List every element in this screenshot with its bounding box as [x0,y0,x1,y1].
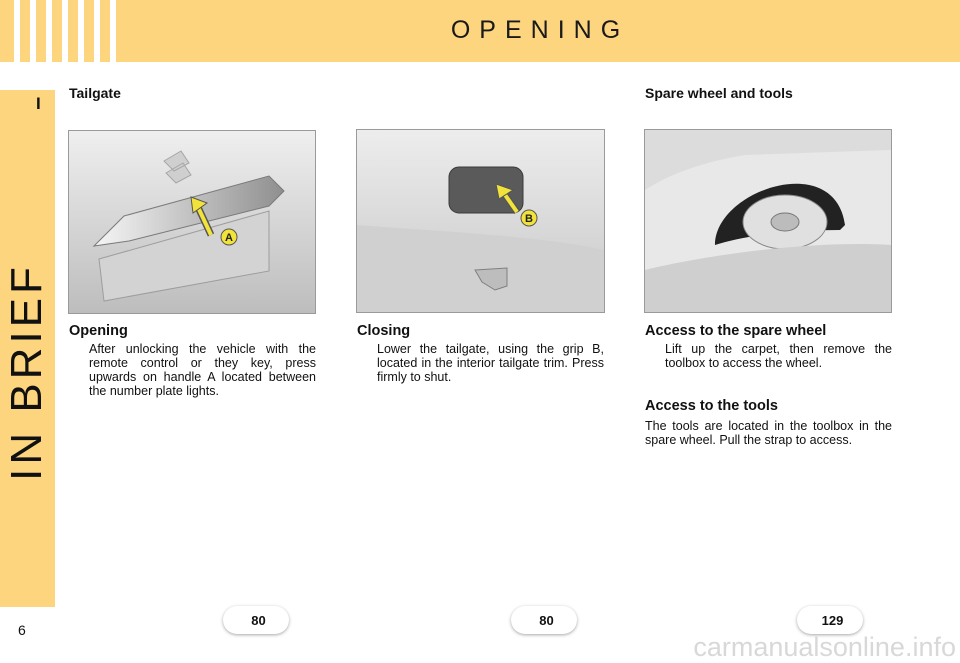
header-stripe [78,0,84,62]
section-title-vertical: IN BRIEF [2,263,51,481]
tailgate-grip-illustration [357,130,604,312]
tailgate-heading: Tailgate [69,85,121,101]
tailgate-handle-illustration [69,131,315,313]
page-reference-link[interactable] [797,606,863,634]
reference-page-number: 80 [539,612,554,628]
page-title: OPENING [450,16,630,44]
closing-text: Lower the tailgate, using the grip B, located in the interior tailgate trim. Press firmly to shut. [377,342,604,384]
spare-wheel-illustration [645,130,891,312]
page-reference-link[interactable] [511,606,577,634]
header-stripe [62,0,68,62]
opening-subheading: Opening [69,323,128,339]
spare-wheel-text: Lift up the carpet, then remove the toolbox to access the wheel. [665,342,892,370]
section-number: I [36,94,41,113]
callout-a-label: A [225,232,233,244]
tailgate-grip-image [356,129,605,313]
tailgate-handle-image [68,130,316,314]
spare-wheel-heading: Spare wheel and tools [645,85,793,101]
closing-subheading: Closing [357,323,411,339]
header-stripe [94,0,100,62]
header-stripe [30,0,36,62]
page-reference-link[interactable] [223,606,289,634]
reference-page-number: 80 [251,612,266,628]
access-tools-subheading: Access to the tools [645,398,778,414]
page-number: 6 [18,622,26,638]
header-stripe [110,0,116,62]
tools-text: The tools are located in the toolbox in the spare wheel. Pull the strap to access. [645,419,892,447]
access-spare-wheel-subheading: Access to the spare wheel [645,323,827,339]
callout-b-label: B [525,213,533,225]
watermark: carmanualsonline.info [693,632,956,662]
header-stripe [14,0,20,62]
spare-wheel-image [644,129,892,313]
reference-page-number: 129 [821,612,844,628]
opening-text: After unlocking the vehicle with the remote control or they key, press upwards on handle A located between the number plate lights. [89,342,316,398]
header-stripe [46,0,52,62]
page-header [0,0,960,62]
